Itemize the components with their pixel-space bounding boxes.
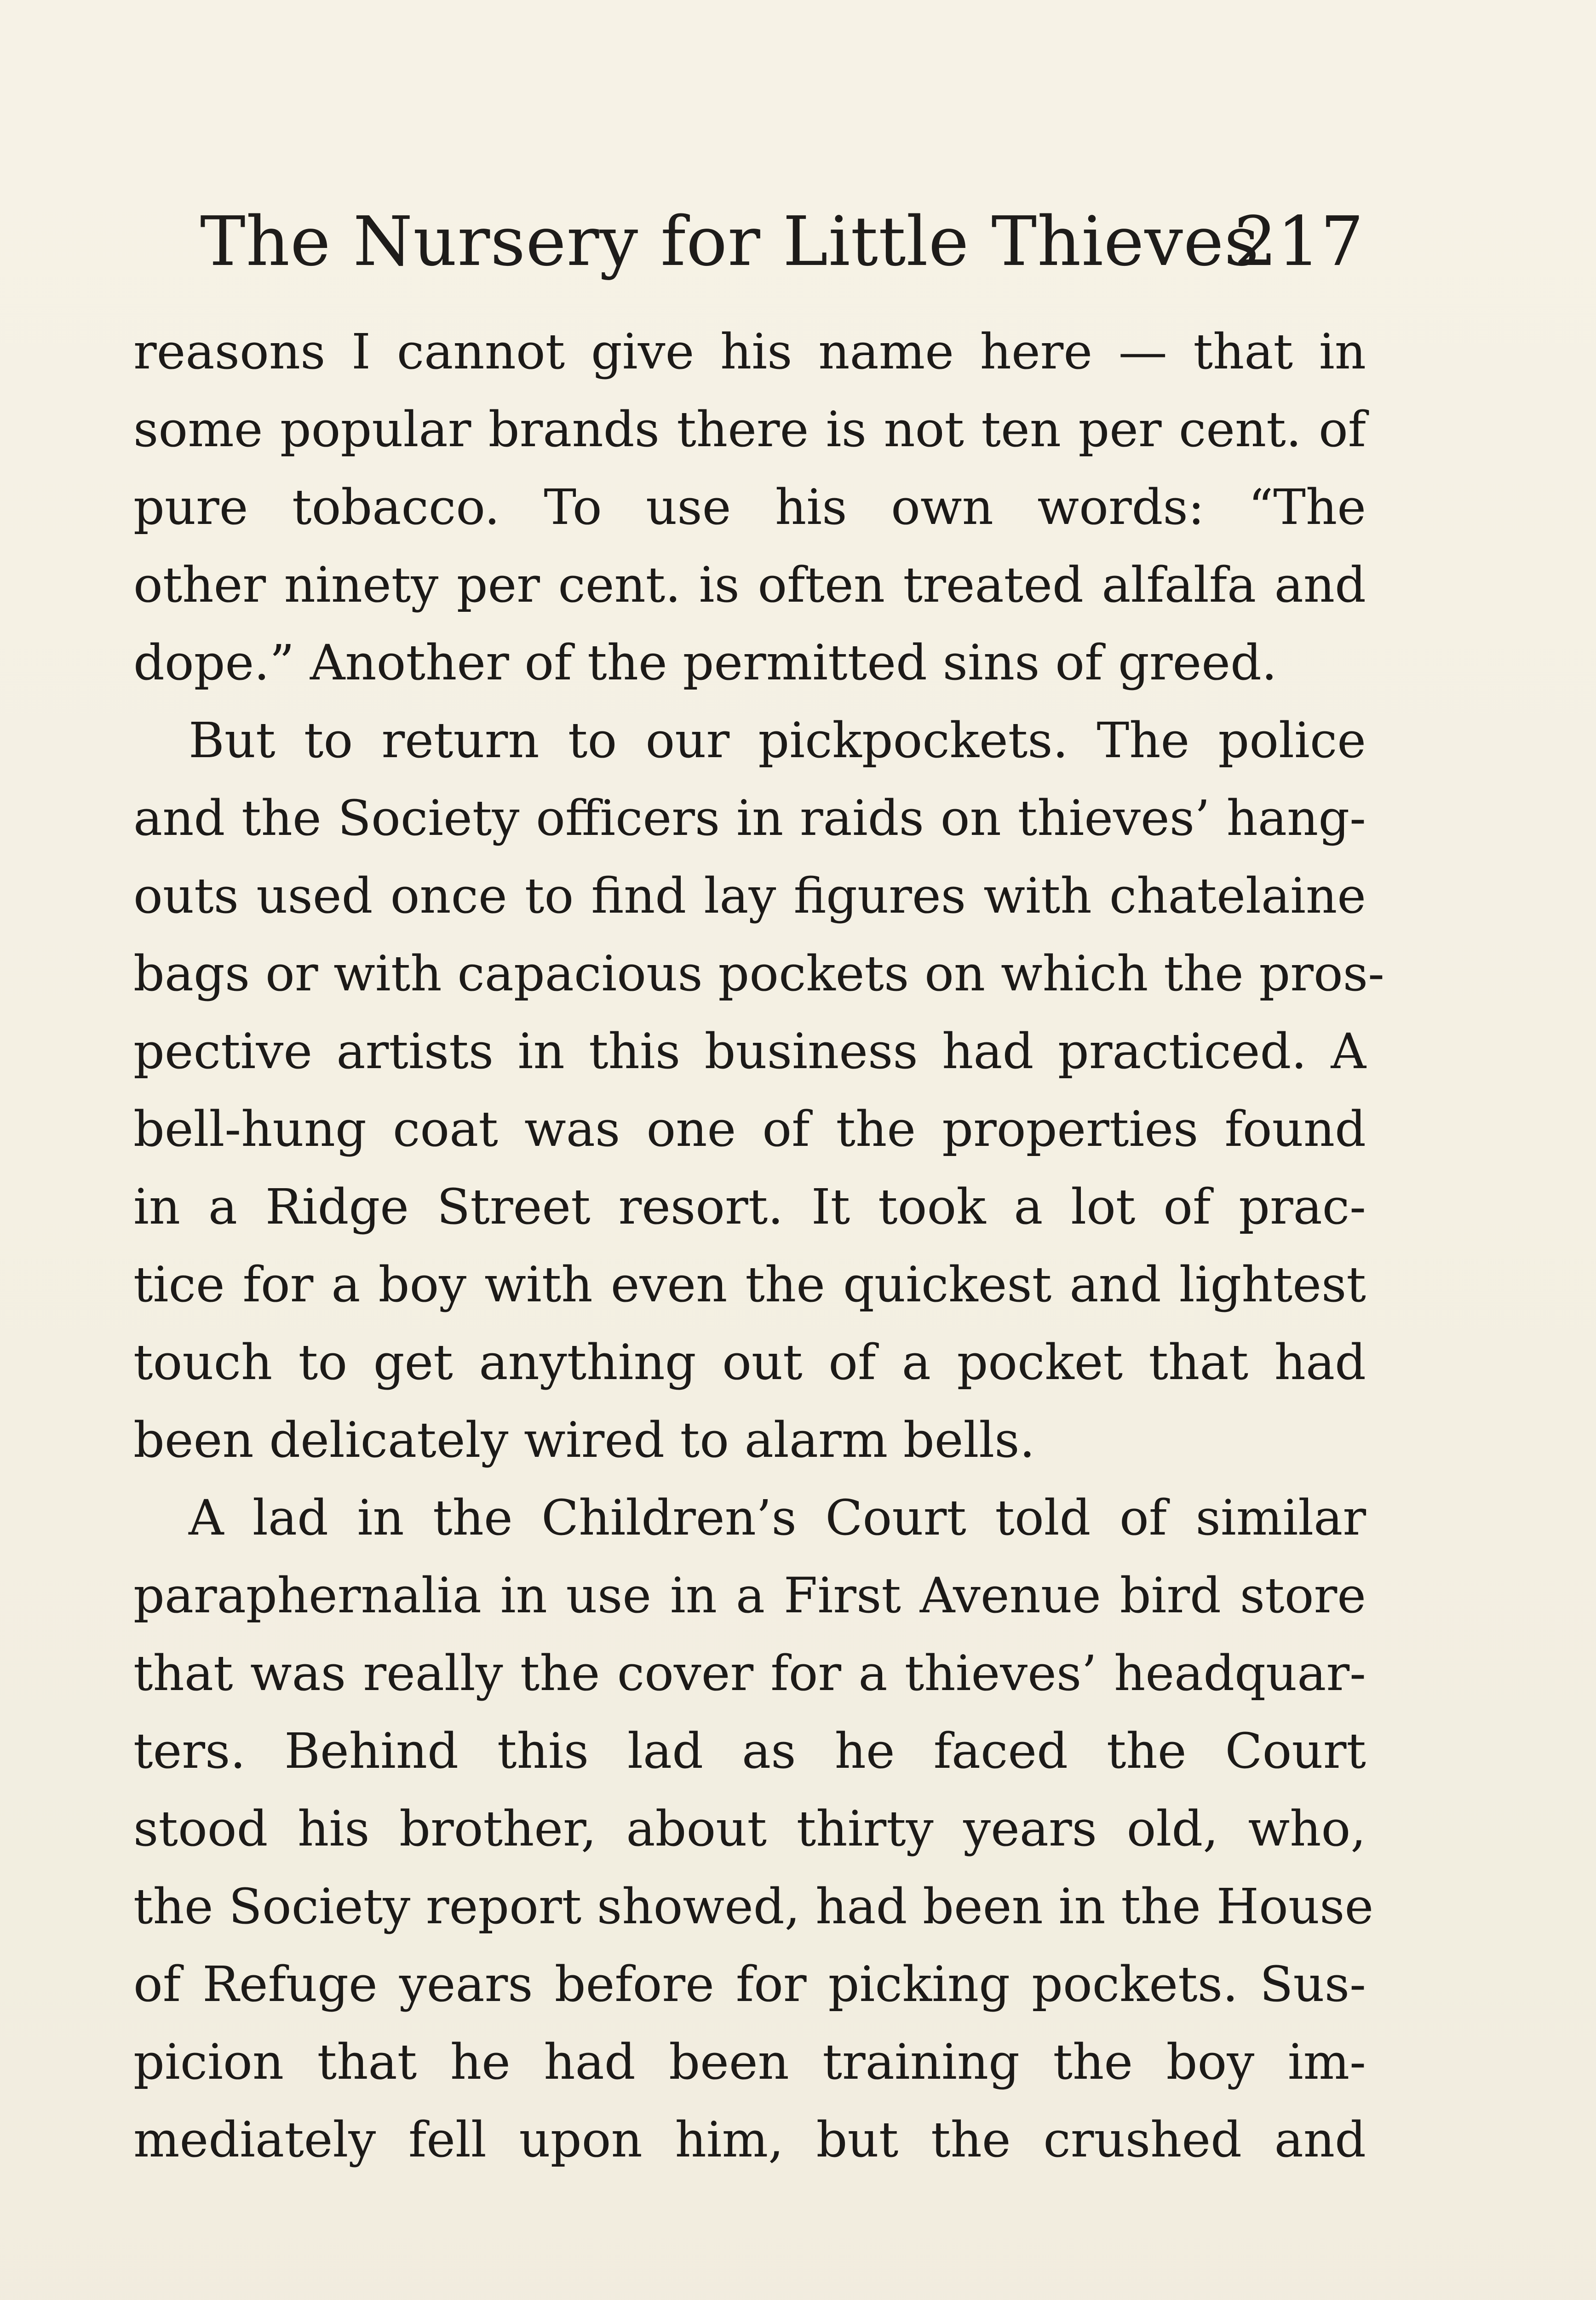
text-line: paraphernalia in use in a First Avenue bird store (133, 1567, 1366, 1624)
text-line: that was really the cover for a thieves’ headquar- (133, 1645, 1366, 1702)
text-line: outs used once to find lay figures with chatelaine (133, 868, 1366, 924)
text-line: been delicately wired to alarm bells. (133, 1412, 1035, 1468)
text-line: stood his brother, about thirty years old, who, (133, 1800, 1366, 1857)
text-line: pure tobacco. To use his own words: “The (133, 479, 1366, 535)
text-line: bell-hung coat was one of the properties found (133, 1101, 1366, 1157)
text-line: picion that he had been training the boy im- (133, 2034, 1366, 2090)
body-text (133, 313, 1384, 2179)
page-header (200, 198, 1364, 285)
text-line: in a Ridge Street resort. It took a lot of prac- (133, 1179, 1366, 1235)
text-line: mediately fell upon him, but the crushed and (133, 2111, 1366, 2168)
text-line: ters. Behind this lad as he faced the Court (133, 1723, 1366, 1779)
text-line: and the Society officers in raids on thieves’ hang- (133, 790, 1366, 846)
running-title: The Nursery for Little Thieves (200, 202, 1260, 281)
text-line: A lad in the Children’s Court told of similar (189, 1489, 1366, 1546)
page-number: 217 (1234, 202, 1364, 281)
text-line: the Society report showed, had been in the House (133, 1878, 1374, 1935)
text-line: dope.” Another of the permitted sins of greed. (133, 634, 1277, 691)
text-line: reasons I cannot give his name here — that in (133, 323, 1366, 380)
text-line: touch to get anything out of a pocket that had (133, 1334, 1366, 1391)
text-line: pective artists in this business had practiced. A (133, 1023, 1366, 1080)
text-line: bags or with capacious pockets on which the pros- (133, 945, 1384, 1002)
text-line: of Refuge years before for picking pockets. Sus- (133, 1956, 1366, 2012)
text-line: other ninety per cent. is often treated alfalfa and (133, 557, 1366, 613)
text-line: tice for a boy with even the quickest and lightest (133, 1256, 1366, 1313)
text-line: But to return to our pickpockets. The police (189, 712, 1366, 769)
text-line: some popular brands there is not ten per cent. of (133, 401, 1366, 458)
